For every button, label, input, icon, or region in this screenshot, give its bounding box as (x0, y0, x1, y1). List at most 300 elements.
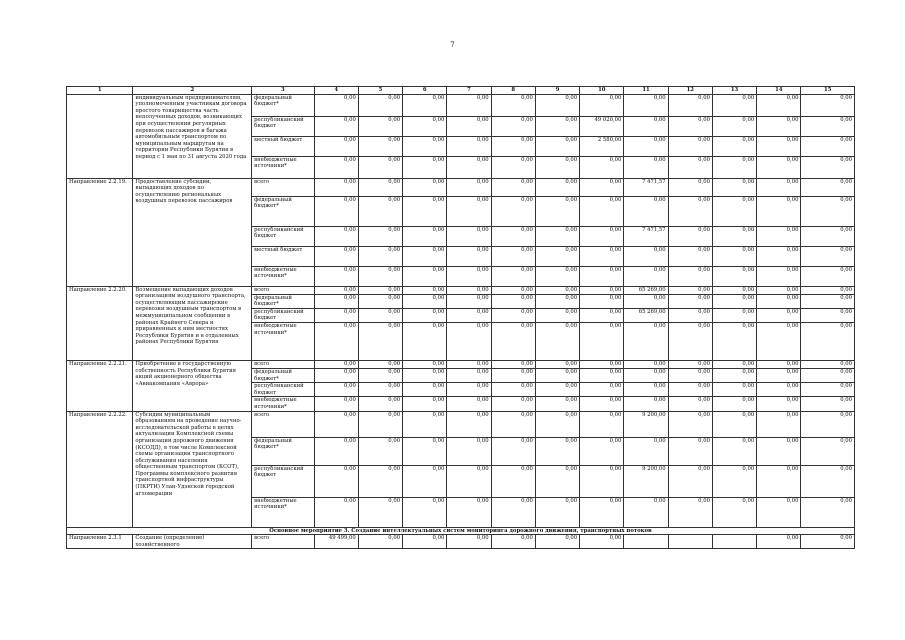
value-cell: 0,00 (358, 383, 402, 397)
table-row (67, 178, 855, 196)
value-cell: 0,00 (712, 383, 756, 397)
description-cell: Предоставление субсидии, выпадающих доходов по осуществлению региональных воздушных перевозок пассажиров (133, 178, 252, 286)
value-cell: 0,00 (358, 322, 402, 360)
value-cell: 0,00 (491, 383, 535, 397)
value-cell: 0,00 (491, 411, 535, 437)
value-cell: 0,00 (358, 196, 402, 226)
value-cell: 0,00 (535, 322, 579, 360)
value-cell: 0,00 (668, 156, 712, 178)
value-cell: 0,00 (668, 116, 712, 136)
value-cell: 0,00 (358, 178, 402, 196)
value-cell: 0,00 (491, 116, 535, 136)
value-cell: 0,00 (491, 226, 535, 246)
value-cell: 0,00 (580, 411, 624, 437)
value-cell: 0,00 (668, 397, 712, 411)
column-number-cell: 6 (403, 87, 447, 95)
value-cell: 0,00 (403, 397, 447, 411)
source-cell: внебюджетные источники* (252, 266, 314, 286)
value-cell: 0,00 (580, 465, 624, 497)
value-cell: 0,00 (358, 266, 402, 286)
value-cell: 0,00 (757, 294, 801, 308)
source-cell: внебюджетные источники* (252, 156, 314, 178)
value-cell: 0,00 (757, 246, 801, 266)
value-cell: 0,00 (624, 116, 668, 136)
value-cell: 0,00 (801, 383, 855, 397)
value-cell: 0,00 (757, 286, 801, 294)
value-cell: 49 499,00 (314, 535, 358, 549)
value-cell: 0,00 (757, 397, 801, 411)
value-cell: 0,00 (624, 383, 668, 397)
value-cell: 0,00 (712, 246, 756, 266)
value-cell: 0,00 (624, 368, 668, 382)
column-number-cell: 2 (133, 87, 252, 95)
value-cell: 0,00 (314, 294, 358, 308)
direction-cell: Направление 2.2.20. (67, 286, 133, 360)
value-cell: 0,00 (491, 286, 535, 294)
value-cell: 0,00 (358, 156, 402, 178)
main-event-row (67, 527, 855, 535)
value-cell: 0,00 (358, 497, 402, 527)
value-cell: 0,00 (801, 246, 855, 266)
value-cell: 0,00 (668, 294, 712, 308)
value-cell: 0,00 (358, 116, 402, 136)
value-cell: 0,00 (447, 196, 491, 226)
value-cell: 0,00 (403, 136, 447, 156)
value-cell: 0,00 (624, 437, 668, 465)
value-cell: 0,00 (580, 397, 624, 411)
value-cell: 0,00 (668, 383, 712, 397)
value-cell: 0,00 (358, 136, 402, 156)
value-cell: 0,00 (580, 368, 624, 382)
value-cell: 0,00 (403, 178, 447, 196)
value-cell: 0,00 (580, 497, 624, 527)
value-cell: 0,00 (447, 397, 491, 411)
source-cell: республиканский бюджет (252, 226, 314, 246)
value-cell: 0,00 (757, 497, 801, 527)
value-cell: 0,00 (624, 266, 668, 286)
value-cell: 0,00 (712, 156, 756, 178)
value-cell: 0,00 (358, 308, 402, 322)
value-cell: 0,00 (624, 360, 668, 368)
value-cell: 0,00 (712, 226, 756, 246)
value-cell: 0,00 (668, 437, 712, 465)
source-cell: местный бюджет (252, 136, 314, 156)
value-cell: 65 269,00 (624, 286, 668, 294)
value-cell: 0,00 (535, 94, 579, 116)
value-cell: 0,00 (403, 411, 447, 437)
value-cell: 0,00 (447, 116, 491, 136)
value-cell: 0,00 (491, 136, 535, 156)
value-cell: 0,00 (447, 94, 491, 116)
value-cell (712, 535, 756, 549)
value-cell: 0,00 (535, 246, 579, 266)
value-cell: 0,00 (358, 465, 402, 497)
value-cell: 0,00 (757, 322, 801, 360)
value-cell: 0,00 (624, 196, 668, 226)
value-cell: 0,00 (491, 437, 535, 465)
value-cell: 0,00 (447, 294, 491, 308)
value-cell: 0,00 (447, 308, 491, 322)
direction-cell: Направление 2.3.1 (67, 535, 133, 549)
table-row (67, 360, 855, 368)
value-cell: 0,00 (403, 94, 447, 116)
value-cell: 0,00 (801, 368, 855, 382)
value-cell (668, 535, 712, 549)
value-cell (624, 535, 668, 549)
value-cell: 0,00 (447, 437, 491, 465)
direction-cell: Направление 2.2.21. (67, 360, 133, 411)
value-cell: 0,00 (624, 294, 668, 308)
value-cell: 0,00 (712, 397, 756, 411)
value-cell: 0,00 (535, 368, 579, 382)
value-cell: 0,00 (801, 156, 855, 178)
column-number-cell: 12 (668, 87, 712, 95)
value-cell: 0,00 (757, 266, 801, 286)
value-cell: 0,00 (447, 266, 491, 286)
value-cell: 0,00 (447, 383, 491, 397)
value-cell: 0,00 (624, 497, 668, 527)
value-cell: 0,00 (580, 246, 624, 266)
value-cell: 0,00 (535, 286, 579, 294)
value-cell: 7 471,57 (624, 226, 668, 246)
value-cell: 0,00 (668, 286, 712, 294)
value-cell: 0,00 (491, 308, 535, 322)
value-cell: 0,00 (801, 322, 855, 360)
value-cell: 0,00 (668, 465, 712, 497)
value-cell: 0,00 (491, 266, 535, 286)
value-cell: 0,00 (580, 156, 624, 178)
value-cell: 0,00 (314, 383, 358, 397)
description-cell: индивидуальным предпринимателям, уполномоченным участникам договора простого товарищества часть неполученных доходов, возникающих при осуществлении регулярных перевозок пассажиров и багажа автомобильным транспортом по муниципальным маршрутам на территории Республики Бурятия в период с 1 мая по 31 августа 2020 года (133, 94, 252, 178)
value-cell: 0,00 (580, 286, 624, 294)
value-cell: 0,00 (712, 294, 756, 308)
source-cell: внебюджетные источники* (252, 322, 314, 360)
value-cell: 0,00 (535, 411, 579, 437)
column-number-cell: 1 (67, 87, 133, 95)
value-cell: 0,00 (403, 383, 447, 397)
value-cell: 0,00 (535, 383, 579, 397)
source-cell: федеральный бюджет* (252, 94, 314, 116)
value-cell: 0,00 (535, 156, 579, 178)
value-cell: 0,00 (491, 322, 535, 360)
value-cell: 0,00 (624, 156, 668, 178)
table-row (67, 286, 855, 294)
column-number-cell: 3 (252, 87, 314, 95)
value-cell: 0,00 (491, 246, 535, 266)
value-cell: 0,00 (314, 94, 358, 116)
direction-cell: Направление 2.2.19. (67, 178, 133, 286)
column-number-cell: 5 (358, 87, 402, 95)
value-cell: 0,00 (624, 397, 668, 411)
value-cell: 0,00 (757, 156, 801, 178)
value-cell: 0,00 (535, 497, 579, 527)
value-cell: 0,00 (535, 196, 579, 226)
value-cell: 0,00 (801, 535, 855, 549)
value-cell: 0,00 (447, 535, 491, 549)
value-cell: 0,00 (314, 308, 358, 322)
value-cell: 0,00 (314, 465, 358, 497)
value-cell: 2 580,00 (580, 136, 624, 156)
value-cell: 0,00 (314, 246, 358, 266)
description-cell: Приобретение в государственную собственность Республики Бурятия акций акционерного общества «Авиакомпания «Аврора» (133, 360, 252, 411)
value-cell: 0,00 (757, 116, 801, 136)
value-cell: 0,00 (491, 535, 535, 549)
value-cell: 0,00 (580, 535, 624, 549)
value-cell: 0,00 (491, 94, 535, 116)
source-cell: федеральный бюджет* (252, 196, 314, 226)
value-cell: 0,00 (491, 397, 535, 411)
value-cell: 0,00 (403, 246, 447, 266)
value-cell: 0,00 (757, 465, 801, 497)
value-cell: 9 200,00 (624, 465, 668, 497)
value-cell: 0,00 (712, 136, 756, 156)
value-cell: 0,00 (314, 286, 358, 294)
direction-cell (67, 94, 133, 178)
value-cell: 0,00 (624, 94, 668, 116)
value-cell: 0,00 (712, 196, 756, 226)
value-cell: 0,00 (801, 116, 855, 136)
direction-cell: Направление 2.2.22. (67, 411, 133, 527)
value-cell: 0,00 (314, 397, 358, 411)
value-cell: 0,00 (491, 368, 535, 382)
value-cell: 0,00 (403, 360, 447, 368)
value-cell: 0,00 (535, 266, 579, 286)
column-number-cell: 7 (447, 87, 491, 95)
value-cell: 0,00 (447, 136, 491, 156)
value-cell: 0,00 (580, 360, 624, 368)
value-cell: 0,00 (314, 497, 358, 527)
value-cell: 0,00 (358, 535, 402, 549)
source-cell: всего (252, 178, 314, 196)
value-cell: 0,00 (314, 196, 358, 226)
value-cell: 0,00 (314, 411, 358, 437)
source-cell: всего (252, 535, 314, 549)
value-cell: 0,00 (403, 116, 447, 136)
source-cell: федеральный бюджет* (252, 368, 314, 382)
column-number-cell: 14 (757, 87, 801, 95)
value-cell: 0,00 (314, 437, 358, 465)
value-cell: 9 200,00 (624, 411, 668, 437)
value-cell: 0,00 (358, 226, 402, 246)
value-cell: 0,00 (403, 294, 447, 308)
source-cell: федеральный бюджет* (252, 437, 314, 465)
value-cell: 0,00 (535, 465, 579, 497)
value-cell: 0,00 (580, 226, 624, 246)
value-cell: 0,00 (314, 368, 358, 382)
column-number-cell: 11 (624, 87, 668, 95)
value-cell: 0,00 (535, 226, 579, 246)
value-cell: 0,00 (491, 465, 535, 497)
value-cell: 0,00 (358, 397, 402, 411)
value-cell: 0,00 (358, 360, 402, 368)
value-cell: 0,00 (403, 535, 447, 549)
value-cell: 0,00 (801, 294, 855, 308)
value-cell: 0,00 (757, 535, 801, 549)
value-cell: 0,00 (447, 178, 491, 196)
value-cell: 0,00 (447, 411, 491, 437)
value-cell: 0,00 (535, 116, 579, 136)
value-cell: 0,00 (491, 360, 535, 368)
value-cell: 0,00 (757, 368, 801, 382)
value-cell: 0,00 (403, 156, 447, 178)
value-cell: 0,00 (668, 322, 712, 360)
value-cell: 0,00 (801, 497, 855, 527)
value-cell: 0,00 (801, 437, 855, 465)
table-row (67, 411, 855, 437)
value-cell: 0,00 (580, 178, 624, 196)
budget-table-container (66, 86, 855, 549)
value-cell: 0,00 (403, 226, 447, 246)
value-cell: 0,00 (712, 286, 756, 294)
value-cell: 0,00 (757, 383, 801, 397)
value-cell: 0,00 (668, 246, 712, 266)
value-cell: 0,00 (712, 94, 756, 116)
description-cell: Создание (определение) хозяйственного (133, 535, 252, 549)
value-cell: 0,00 (712, 266, 756, 286)
value-cell: 0,00 (580, 322, 624, 360)
value-cell: 0,00 (668, 497, 712, 527)
value-cell: 0,00 (801, 266, 855, 286)
main-event-title: Основное мероприятие 3. Создание интеллектуальных систем мониторинга дорожного движения, транспортных потоков (67, 527, 855, 535)
value-cell: 0,00 (535, 360, 579, 368)
value-cell: 0,00 (712, 437, 756, 465)
value-cell: 0,00 (757, 360, 801, 368)
table-row (67, 535, 855, 549)
value-cell: 0,00 (403, 196, 447, 226)
value-cell: 0,00 (491, 156, 535, 178)
value-cell: 0,00 (801, 178, 855, 196)
value-cell: 0,00 (535, 397, 579, 411)
source-cell: федеральный бюджет* (252, 294, 314, 308)
value-cell: 0,00 (314, 136, 358, 156)
value-cell: 0,00 (580, 294, 624, 308)
value-cell: 0,00 (447, 465, 491, 497)
value-cell: 0,00 (712, 360, 756, 368)
value-cell: 0,00 (580, 266, 624, 286)
value-cell: 0,00 (757, 411, 801, 437)
value-cell: 0,00 (712, 308, 756, 322)
value-cell: 0,00 (668, 178, 712, 196)
value-cell: 0,00 (358, 246, 402, 266)
budget-table (66, 86, 855, 549)
source-cell: всего (252, 360, 314, 368)
value-cell: 0,00 (668, 266, 712, 286)
value-cell: 0,00 (447, 360, 491, 368)
source-cell: республиканский бюджет (252, 383, 314, 397)
value-cell: 0,00 (580, 196, 624, 226)
value-cell: 0,00 (757, 94, 801, 116)
value-cell: 0,00 (801, 308, 855, 322)
column-number-cell: 4 (314, 87, 358, 95)
source-cell: всего (252, 411, 314, 437)
value-cell: 0,00 (801, 226, 855, 246)
value-cell: 0,00 (314, 178, 358, 196)
value-cell: 7 471,57 (624, 178, 668, 196)
value-cell: 0,00 (358, 411, 402, 437)
value-cell: 0,00 (403, 437, 447, 465)
value-cell: 0,00 (668, 360, 712, 368)
value-cell: 0,00 (801, 411, 855, 437)
value-cell: 0,00 (668, 94, 712, 116)
value-cell: 0,00 (314, 156, 358, 178)
value-cell: 0,00 (801, 94, 855, 116)
value-cell: 0,00 (801, 136, 855, 156)
value-cell: 0,00 (358, 286, 402, 294)
table-row (67, 94, 855, 116)
value-cell: 0,00 (757, 196, 801, 226)
value-cell: 0,00 (624, 322, 668, 360)
description-cell: Возмещение выпадающих доходов организациям воздушного транспорта, осуществляющим пассажирские перевозки воздушным транспортом в межмуниципальном сообщении в районах Крайнего Севера и приравненных к ним местностях Республики Бурятия и в отдаленных районах Республики Бурятия (133, 286, 252, 360)
value-cell: 0,00 (668, 196, 712, 226)
description-cell: Субсидии муниципальным образованиям на проведение научно-исследовательской работы в целях актуализации Комплексной схемы организации дорожного движения (КСОДД), в том числе Комплексной схемы организации транспортного обслуживания населения общественным транспортом (КСОТ), Программы комплексного развития транспортной инфраструктуры (ПКРТИ) Улан-Удэнской городской агломерации (133, 411, 252, 527)
column-number-cell: 10 (580, 87, 624, 95)
column-number-cell: 15 (801, 87, 855, 95)
value-cell: 0,00 (712, 116, 756, 136)
value-cell: 0,00 (712, 411, 756, 437)
value-cell: 0,00 (491, 497, 535, 527)
page-number: 7 (450, 41, 455, 49)
value-cell: 0,00 (712, 322, 756, 360)
value-cell: 0,00 (314, 360, 358, 368)
value-cell: 0,00 (314, 116, 358, 136)
source-cell: республиканский бюджет (252, 465, 314, 497)
source-cell: местный бюджет (252, 246, 314, 266)
column-number-cell: 8 (491, 87, 535, 95)
value-cell: 0,00 (757, 437, 801, 465)
value-cell: 0,00 (447, 286, 491, 294)
value-cell: 0,00 (535, 437, 579, 465)
value-cell: 0,00 (358, 368, 402, 382)
value-cell: 0,00 (801, 196, 855, 226)
value-cell: 0,00 (624, 136, 668, 156)
value-cell: 0,00 (668, 411, 712, 437)
value-cell: 0,00 (403, 497, 447, 527)
value-cell: 0,00 (403, 368, 447, 382)
value-cell: 0,00 (491, 196, 535, 226)
value-cell: 0,00 (668, 368, 712, 382)
value-cell: 0,00 (403, 322, 447, 360)
value-cell: 0,00 (580, 383, 624, 397)
column-number-cell: 13 (712, 87, 756, 95)
value-cell: 65 269,00 (624, 308, 668, 322)
value-cell: 0,00 (314, 322, 358, 360)
value-cell: 0,00 (491, 294, 535, 308)
value-cell: 0,00 (447, 322, 491, 360)
value-cell: 0,00 (403, 286, 447, 294)
value-cell: 0,00 (535, 136, 579, 156)
value-cell: 0,00 (403, 308, 447, 322)
value-cell: 0,00 (314, 266, 358, 286)
value-cell: 0,00 (358, 94, 402, 116)
value-cell: 0,00 (668, 308, 712, 322)
value-cell: 0,00 (668, 226, 712, 246)
value-cell: 0,00 (712, 497, 756, 527)
value-cell: 0,00 (801, 286, 855, 294)
value-cell: 0,00 (447, 497, 491, 527)
column-number-cell: 9 (535, 87, 579, 95)
value-cell: 0,00 (712, 465, 756, 497)
value-cell: 0,00 (447, 226, 491, 246)
value-cell: 0,00 (801, 465, 855, 497)
value-cell: 0,00 (757, 308, 801, 322)
value-cell: 0,00 (801, 397, 855, 411)
column-number-row (67, 87, 855, 95)
value-cell: 49 020,00 (580, 116, 624, 136)
value-cell: 0,00 (403, 266, 447, 286)
value-cell: 0,00 (447, 368, 491, 382)
value-cell: 0,00 (358, 437, 402, 465)
value-cell: 0,00 (535, 308, 579, 322)
